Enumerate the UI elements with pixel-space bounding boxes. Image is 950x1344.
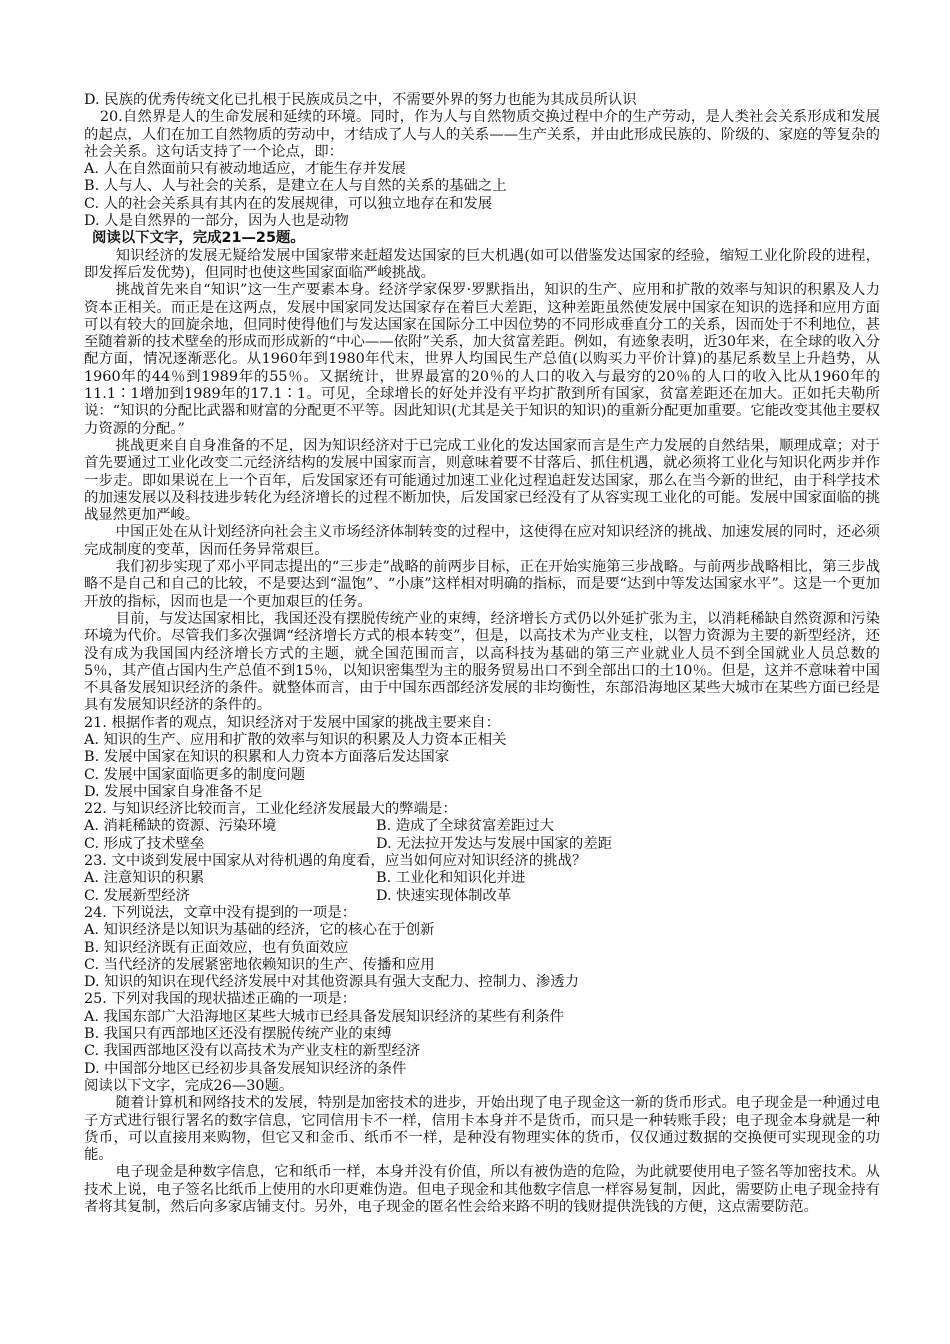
q20-option-d: D. 人是自然界的一部分，因为人也是动物 — [84, 213, 349, 230]
q22-option-a: A. 消耗稀缺的资源、污染环境 — [84, 818, 277, 835]
section-heading: 阅读以下文字，完成26—30题。 — [84, 1077, 294, 1094]
q19-option-d: D. 民族的优秀传统文化已扎根于民族成员之中，不需要外界的努力也能为其成员所认识 — [84, 92, 637, 108]
q20-option-a: A. 人在自然面前只有被动地适应，才能生存并发展 — [84, 161, 406, 178]
q21-option-d: D. 发展中国家自身准备不足 — [84, 783, 263, 800]
passage-paragraph: 中国正处在从计划经济向社会主义市场经济体制转变的过程中，这使得在应对知识经济的挑战、加速发展的同时，还必须完成制度的变革，因而任务异常艰巨。 — [84, 524, 880, 558]
section-heading: 阅读以下文字，完成21—25题。 — [92, 230, 305, 247]
passage-paragraph: 我们初步实现了邓小平同志提出的“三步走”战略的前两步目标，正在开始实施第三步战略。与前两步战略相比，第三步战略不是自己和自己的比较，不是要达到“温饱”、“小康”这样相对明确的指标，而是要“达到中等发达国家水平”。这是一个更加开放的指标，因而也是一个更加艰巨的任务。 — [84, 559, 880, 610]
passage-paragraph: 知识经济的发展无疑给发展中国家带来赶超发达国家的巨大机遇(如可以借鉴发达国家的经验，缩短工业化阶段的进程，即发挥后发优势)，但同时也使这些国家面临严峻挑战。 — [84, 247, 880, 281]
q24-option-c: C. 当代经济的发展紧密地依赖知识的生产、传播和应用 — [84, 956, 435, 973]
question-20 — [84, 109, 880, 230]
q25-stem: 25. 下列对我国的现状描述正确的一项是： — [84, 991, 357, 1008]
q20-option-c: C. 人的社会关系具有其内在的发展规律，可以独立地存在和发展 — [84, 195, 493, 212]
q23-option-d: D. 快速实现体制改革 — [376, 887, 512, 904]
q24-stem: 24. 下列说法，文章中没有提到的一项是： — [84, 904, 357, 921]
question-21 — [84, 715, 880, 801]
q25-option-a: A. 我国东部广大沿海地区某些大城市已经具备发展知识经济的某些有利条件 — [84, 1008, 565, 1025]
q25-option-c: C. 我国西部地区没有以高技术为产业支柱的新型经济 — [84, 1043, 421, 1060]
question-25 — [84, 991, 880, 1077]
q24-option-b: B. 知识经济既有正面效应，也有负面效应 — [84, 939, 349, 956]
q23-option-b: B. 工业化和知识化并进 — [376, 870, 526, 887]
q23-option-a: A. 注意知识的积累 — [84, 870, 205, 887]
passage-paragraph: 随着计算机和网络技术的发展，特别是加密技术的进步，开始出现了电子现金这一新的货币形式。电子现金是一种通过电子方式进行银行署名的数字信息，它同信用卡不一样，信用卡本身并不是货币，而只是一种转账手段；电子现金本身就是一种货币，可以直接用来购物，但它又和金币、纸币不一样，是种没有物理实体的货币，仅仅通过数据的交换便可实现现金的功能。 — [84, 1095, 880, 1164]
q24-option-d: D. 知识的知识在现代经济发展中对其他资源具有强大支配力、控制力、渗透力 — [84, 974, 580, 991]
reading-section-21-25 — [84, 230, 880, 714]
question-22 — [84, 801, 880, 853]
q23-stem: 23. 文中谈到发展中国家从对待机遇的角度看，应当如何应对知识经济的挑战？ — [84, 853, 587, 870]
passage-paragraph: 挑战首先来自“知识”这一生产要素本身。经济学家保罗·罗默指出，知识的生产、应用和扩散的效率与知识的积累及人力资本正相关。而正是在这两点，发展中国家同发达国家存在着巨大差距，这种差距虽然使发展中国家在知识的选择和应用方面可以有较大的回旋余地，但同时使得他们与发达国家在国际分工中因位势的不同形成垂直分工的关系，因而处于不利地位，甚至随着新的技术壁垒的形成而形成新的“中心——依附”关系，加大贫富差距。例如，有迹象表明，近30年来，在全球的收入分配方面，情况逐渐恶化。从1960年到1980年代末，世界人均国民生产总值(以购买力平价计算)的基尼系数呈上升趋势，从1960年的44％到1989年的55％。又据统计，世界最富的20％的人口的收入与最穷的20％的人口的收入比从1960年的11.1∶1增加到1989年的17.1∶1。可见，全球增长的好处并没有平均扩散到所有国家，贫富差距还在加大。正如托夫勒所说：“知识的分配比武器和财富的分配更不平等。因此知识(尤其是关于知识的知识)的重新分配更加重要。它能改变其他主要权力资源的分配。” — [84, 282, 880, 437]
q21-stem: 21. 根据作者的观点，知识经济对于发展中国家的挑战主要来自： — [84, 714, 501, 731]
q21-option-a: A. 知识的生产、应用和扩散的效率与知识的积累及人力资本正相关 — [84, 731, 507, 748]
q21-option-b: B. 发展中国家在知识的积累和人力资本方面落后发达国家 — [84, 749, 450, 766]
q23-option-c: C. 发展新型经济 — [84, 887, 190, 904]
reading-section-26-30 — [84, 1078, 880, 1216]
question-24 — [84, 905, 880, 991]
q20-option-b: B. 人与人、人与社会的关系，是建立在人与自然的关系的基础之上 — [84, 178, 507, 195]
q22-stem: 22. 与知识经济比较而言，工业化经济发展最大的弊端是： — [84, 801, 457, 818]
q22-option-b: B. 造成了全球贫富差距过大 — [376, 818, 555, 835]
passage-paragraph: 电子现金是种数字信息，它和纸币一样，本身并没有价值，所以有被伪造的危险，为此就要使用电子签名等加密技术。从技术上说，电子签名比纸币上使用的水印更难伪造。但电子现金和其他数字信息一样容易复制，因此，需要防止电子现金持有者将其复制，然后向多家店铺支付。另外，电子现金的匿名性会给来路不明的钱财提供洗钱的方便，这点需要防范。 — [84, 1164, 880, 1215]
question-23 — [84, 853, 880, 905]
q20-stem: 20.自然界是人的生命发展和延续的环境。同时，作为人与自然物质交换过程中介的生产劳动，是人类社会关系形成和发展的起点，人们在加工自然物质的劳动中，才结成了人与人的关系——生产关系，并由此形成民族的、阶级的、家庭的等复杂的社会关系。这句话支持了一个论点，即： — [84, 109, 880, 160]
q24-option-a: A. 知识经济是以知识为基础的经济，它的核心在于创新 — [84, 922, 435, 939]
passage-paragraph: 目前，与发达国家相比，我国还没有摆脱传统产业的束缚，经济增长方式仍以外延扩张为主，以消耗稀缺自然资源和污染环境为代价。尽管我们多次强调“经济增长方式的根本转变”，但是，以高技术为产业支柱，以智力资源为主要的新型经济，还没有成为我国国内经济增长方式的主题，就全国范围而言，以高科技为基础的第三产业就业人员不到全国就业人员总数的5％，其产值占国内生产总值不到15％，以知识密集型为主的服务贸易出口不到全部出口的土10％。但是，这并不意味着中国不具备发展知识经济的条件。就整体而言，由于中国东西部经济发展的非均衡性，东部沿海地区某些大城市在某些方面已经是具有发展知识经济的条件的。 — [84, 610, 880, 714]
q22-option-c: C. 形成了技术壁垒 — [84, 835, 205, 852]
q25-option-d: D. 中国部分地区已经初步具备发展知识经济的条件 — [84, 1060, 407, 1077]
q22-option-d: D. 无法拉开发达与发展中国家的差距 — [376, 835, 613, 852]
passage-paragraph: 挑战更来自自身准备的不足，因为知识经济对于已完成工业化的发达国家而言是生产力发展的自然结果，顺理成章；对于首先要通过工业化改变二元经济结构的发展中国家而言，则意味着要不甘落后、抓住机遇，就必须将工业化与知识化两步并作一步走。即如果说在上一个百年，后发国家还有可能通过加速工业化过程追赶发达国家，那么在当今新的世纪，由于科学技术的加速发展以及科技进步转化为经济增长的过程不断加快，后发国家已经没有了从容实现工业化的可能。发展中国家面临的挑战显然更加严峻。 — [84, 437, 880, 524]
q25-option-b: B. 我国只有西部地区还没有摆脱传统产业的束缚 — [84, 1026, 392, 1043]
q21-option-c: C. 发展中国家面临更多的制度问题 — [84, 766, 306, 783]
